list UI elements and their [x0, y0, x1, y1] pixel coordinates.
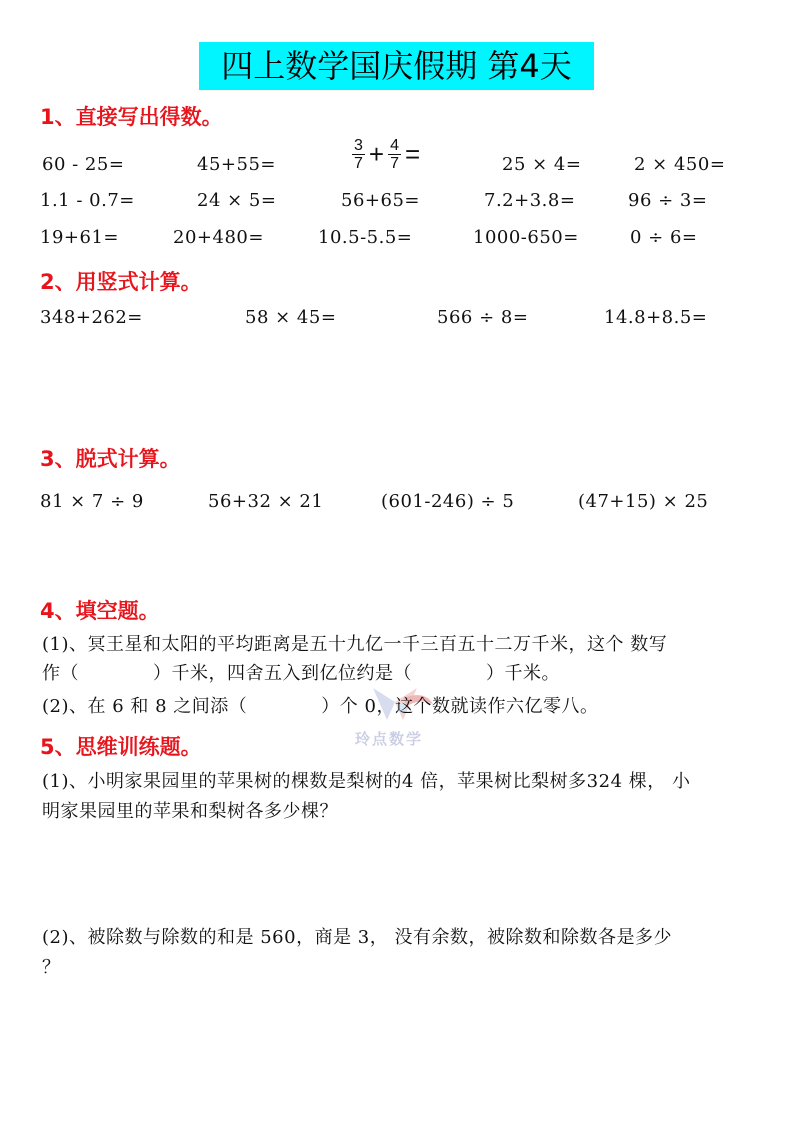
fraction-4-7: [388, 137, 401, 172]
vertical-problem: 566 ÷ 8=: [437, 307, 529, 328]
think-question-2: (2)、被除数与除数的和是 560，商是 3， 没有余数，被除数和除数各是多少: [42, 927, 672, 948]
vertical-problem: 58 × 45=: [245, 307, 337, 328]
vertical-problem: 14.8+8.5=: [604, 307, 708, 328]
page-title: 四上数学国庆假期 第4天: [199, 42, 594, 90]
oral-problem: 1.1 - 0.7=: [40, 190, 135, 211]
fill-question-1-cont: 作（ ）千米，四舍五入到亿位约是（ ）千米。: [42, 663, 560, 684]
think-question-1: (1)、小明家果园里的苹果树的棵数是梨树的4 倍，苹果树比梨树多324 棵， 小: [42, 771, 691, 792]
oral-problem: 45+55=: [197, 154, 276, 175]
fill-question-2: (2)、在 6 和 8 之间添（ ）个 0，这个数就读作六亿零八。: [42, 696, 599, 717]
oral-problem: 1000-650=: [473, 227, 579, 248]
oral-problem: 20+480=: [173, 227, 264, 248]
section-1-heading: 1、直接写出得数。: [40, 105, 223, 129]
step-problem: 56+32 × 21: [208, 491, 324, 512]
fraction-3-7: [352, 137, 365, 172]
oral-problem: 56+65=: [341, 190, 420, 211]
section-3-heading: 3、脱式计算。: [40, 447, 181, 471]
oral-problem: 60 - 25=: [42, 154, 125, 175]
fill-question-1: (1)、冥王星和太阳的平均距离是五十九亿一千三百五十二万千米，这个 数写: [42, 634, 668, 655]
think-question-2-cont: ？: [42, 957, 61, 978]
think-question-1-cont: 明家果园里的苹果和梨树各多少棵？: [42, 801, 338, 822]
oral-problem: 2 × 450=: [634, 154, 726, 175]
equals-sign: =: [405, 139, 421, 169]
numerator: 3: [354, 137, 363, 154]
watermark-text: 玲点数学: [355, 730, 424, 748]
section-4-heading: 4、填空题。: [40, 599, 160, 623]
denominator: 7: [390, 155, 399, 172]
oral-problem: 0 ÷ 6=: [630, 227, 698, 248]
section-5-heading: 5、思维训练题。: [40, 735, 202, 759]
oral-problem: 25 × 4=: [502, 154, 582, 175]
section-2-heading: 2、用竖式计算。: [40, 270, 202, 294]
oral-problem: 96 ÷ 3=: [628, 190, 708, 211]
oral-problem: 10.5-5.5=: [318, 227, 413, 248]
oral-problem: 7.2+3.8=: [484, 190, 576, 211]
numerator: 4: [390, 137, 399, 154]
step-problem: (47+15) × 25: [578, 491, 709, 512]
step-problem: 81 × 7 ÷ 9: [40, 491, 144, 512]
fraction-problem: [350, 137, 422, 172]
step-problem: (601-246) ÷ 5: [381, 491, 515, 512]
denominator: 7: [354, 155, 363, 172]
oral-problem: 19+61=: [40, 227, 119, 248]
plus-sign: +: [368, 139, 385, 169]
vertical-problem: 348+262=: [40, 307, 143, 328]
oral-problem: 24 × 5=: [197, 190, 277, 211]
